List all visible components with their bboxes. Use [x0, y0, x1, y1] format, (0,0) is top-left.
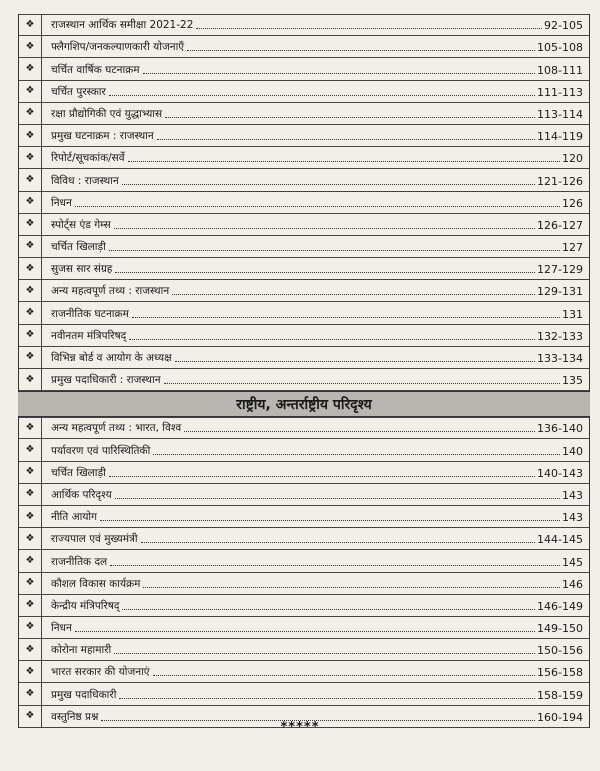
toc-entry [19, 683, 589, 705]
dotted-leader [157, 139, 535, 140]
toc-entry [19, 325, 589, 347]
diamond-bullet-icon: ❖ [25, 443, 35, 455]
toc-entry [19, 528, 589, 550]
entry-title: पर्यावरण एवं पारिस्थितिकी [51, 444, 151, 457]
toc-entry [19, 347, 589, 369]
dotted-leader [128, 161, 560, 162]
entry-title: विविध : राजस्थान [51, 174, 119, 187]
toc-entry [19, 639, 589, 661]
entry-title: वस्तुनिष्ठ प्रश्न [51, 710, 99, 723]
entry-pages: 127 [562, 241, 583, 255]
dotted-leader [143, 587, 560, 588]
dotted-leader [115, 498, 560, 499]
entry-title: रिपोर्ट/सूचकांक/सर्वे [51, 152, 125, 165]
entry-title: राजस्थान आर्थिक समीक्षा 2021-22 [51, 19, 194, 32]
toc-entry [19, 302, 589, 324]
dotted-leader [165, 117, 535, 118]
dotted-leader [187, 50, 535, 51]
dotted-leader [109, 476, 535, 477]
dotted-leader [196, 28, 542, 29]
dotted-leader [115, 272, 535, 273]
entry-pages: 113-114 [537, 107, 583, 121]
entry-title: निधन [51, 196, 72, 209]
entry-title: सुजस सार संग्रह [51, 263, 113, 276]
entry-title: नवीनतम मंत्रिपरिषद् [51, 329, 127, 342]
toc-entry [19, 550, 589, 572]
entry-title: चर्चित वार्षिक घटनाक्रम [51, 63, 140, 76]
diamond-bullet-icon: ❖ [25, 284, 35, 296]
diamond-bullet-icon: ❖ [25, 173, 35, 185]
toc-entry [19, 462, 589, 484]
entry-title: राजनीतिक दल [51, 555, 108, 568]
entry-title: अन्य महत्वपूर्ण तथ्य : राजस्थान [51, 285, 170, 298]
entry-title: आर्थिक परिदृश्य [51, 488, 112, 501]
diamond-bullet-icon: ❖ [25, 710, 35, 722]
entry-title: भारत सरकार की योजनाएं [51, 666, 150, 679]
dotted-leader [175, 361, 535, 362]
dotted-leader [119, 698, 535, 699]
entry-title: चर्चित खिलाड़ी [51, 466, 106, 479]
dotted-leader [184, 431, 535, 432]
entry-pages: 146 [562, 577, 583, 591]
dotted-leader [100, 520, 560, 521]
toc-entry [19, 617, 589, 639]
entry-pages: 150-156 [537, 644, 583, 658]
entry-pages: 132-133 [537, 329, 583, 343]
diamond-bullet-icon: ❖ [25, 422, 35, 434]
toc-section-rajasthan [18, 14, 590, 391]
toc-entry [19, 506, 589, 528]
entry-pages: 114-119 [537, 130, 583, 144]
diamond-bullet-icon: ❖ [25, 40, 35, 52]
entry-pages: 126 [562, 196, 583, 210]
entry-pages: 140 [562, 444, 583, 458]
toc-entry [19, 369, 589, 391]
toc-entry [19, 661, 589, 683]
dotted-leader [122, 609, 535, 610]
entry-pages: 136-140 [537, 422, 583, 436]
dotted-leader [164, 383, 560, 384]
entry-title: चर्चित पुरस्कार [51, 85, 106, 98]
entry-title: चर्चित खिलाड़ी [51, 241, 106, 254]
diamond-bullet-icon: ❖ [25, 665, 35, 677]
dotted-leader [143, 73, 536, 74]
entry-pages: 149-150 [537, 622, 583, 636]
toc-entry [19, 214, 589, 236]
diamond-bullet-icon: ❖ [25, 129, 35, 141]
entry-pages: 129-131 [537, 285, 583, 299]
toc-entry [19, 103, 589, 125]
toc-entry [19, 147, 589, 169]
entry-pages: 135 [562, 374, 583, 388]
diamond-bullet-icon: ❖ [25, 107, 35, 119]
diamond-bullet-icon: ❖ [25, 373, 35, 385]
entry-pages: 121-126 [537, 174, 583, 188]
entry-pages: 146-149 [537, 599, 583, 613]
diamond-bullet-icon: ❖ [25, 554, 35, 566]
entry-title: नीति आयोग [51, 511, 98, 524]
toc-entry [19, 484, 589, 506]
entry-title: कौशल विकास कार्यक्रम [51, 577, 141, 590]
entry-title: निधन [51, 622, 72, 635]
entry-title: रक्षा प्रौद्योगिकी एवं युद्धाभ्यास [51, 107, 163, 120]
toc-entry [19, 58, 589, 80]
dotted-leader [153, 454, 560, 455]
toc-entry [19, 125, 589, 147]
entry-title: राजनीतिक घटनाक्रम [51, 307, 129, 320]
entry-pages: 105-108 [537, 41, 583, 55]
diamond-bullet-icon: ❖ [25, 510, 35, 522]
entry-pages: 111-113 [537, 85, 583, 99]
diamond-bullet-icon: ❖ [25, 488, 35, 500]
toc-entry [19, 14, 589, 36]
entry-pages: 120 [562, 152, 583, 166]
entry-pages: 92-105 [544, 19, 583, 33]
diamond-bullet-icon: ❖ [25, 466, 35, 478]
diamond-bullet-icon: ❖ [25, 307, 35, 319]
dotted-leader [109, 250, 560, 251]
dotted-leader [75, 631, 535, 632]
dotted-leader [122, 184, 535, 185]
diamond-bullet-icon: ❖ [25, 151, 35, 163]
entry-title: फ्लैगशिप/जनकल्याणकारी योजनाएँ [51, 41, 185, 54]
entry-title: कोरोना महामारी [51, 644, 112, 657]
section-heading: राष्ट्रीय, अन्तर्राष्ट्रीय परिदृश्य [18, 391, 590, 417]
entry-pages: 140-143 [537, 466, 583, 480]
diamond-bullet-icon: ❖ [25, 688, 35, 700]
entry-title: प्रमुख घटनाक्रम : राजस्थान [51, 130, 154, 143]
diamond-bullet-icon: ❖ [25, 577, 35, 589]
toc-entry [19, 439, 589, 461]
toc-entry [19, 573, 589, 595]
entry-pages: 133-134 [537, 352, 583, 365]
dotted-leader [132, 317, 560, 318]
entry-pages: 127-129 [537, 263, 583, 277]
toc-entry [19, 169, 589, 191]
diamond-bullet-icon: ❖ [25, 329, 35, 341]
entry-title: राज्यपाल एवं मुख्यमंत्री [51, 533, 138, 546]
toc-entry [19, 81, 589, 103]
toc-entry [19, 417, 589, 439]
diamond-bullet-icon: ❖ [25, 19, 35, 31]
toc-page [18, 14, 590, 728]
dotted-leader [172, 294, 535, 295]
toc-entry [19, 258, 589, 280]
diamond-bullet-icon: ❖ [25, 262, 35, 274]
dotted-leader [153, 675, 535, 676]
diamond-bullet-icon: ❖ [25, 240, 35, 252]
dotted-leader [114, 228, 535, 229]
dotted-leader [75, 206, 560, 207]
end-ornament: ***** [280, 720, 320, 735]
diamond-bullet-icon: ❖ [25, 621, 35, 633]
diamond-bullet-icon: ❖ [25, 351, 35, 363]
diamond-bullet-icon: ❖ [25, 532, 35, 544]
toc-entry [19, 36, 589, 58]
diamond-bullet-icon: ❖ [25, 218, 35, 230]
entry-pages: 126-127 [537, 218, 583, 232]
entry-pages: 145 [562, 555, 583, 569]
dotted-leader [109, 95, 535, 96]
entry-pages: 144-145 [537, 533, 583, 547]
diamond-bullet-icon: ❖ [25, 62, 35, 74]
diamond-bullet-icon: ❖ [25, 85, 35, 97]
entry-title: स्पोर्ट्स एंड गेम्स [51, 218, 111, 231]
dotted-leader [129, 339, 535, 340]
entry-title: विभिन्न बोर्ड व आयोग के अध्यक्ष [51, 352, 172, 364]
entry-pages: 143 [562, 488, 583, 502]
entry-pages: 131 [562, 307, 583, 321]
entry-title: केन्द्रीय मंत्रिपरिषद् [51, 599, 120, 612]
dotted-leader [141, 542, 535, 543]
toc-section-national [18, 417, 590, 728]
entry-pages: 158-159 [537, 688, 583, 702]
entry-pages: 160-194 [537, 710, 583, 724]
dotted-leader [110, 565, 560, 566]
entry-pages: 143 [562, 511, 583, 525]
entry-title: अन्य महत्वपूर्ण तथ्य : भारत, विश्व [51, 422, 182, 435]
diamond-bullet-icon: ❖ [25, 599, 35, 611]
entry-title: प्रमुख पदाधिकारी [51, 688, 117, 701]
diamond-bullet-icon: ❖ [25, 196, 35, 208]
entry-pages: 108-111 [537, 63, 583, 77]
toc-entry [19, 236, 589, 258]
toc-entry [19, 595, 589, 617]
diamond-bullet-icon: ❖ [25, 643, 35, 655]
entry-title: प्रमुख पदाधिकारी : राजस्थान [51, 374, 161, 387]
toc-entry [19, 280, 589, 302]
dotted-leader [114, 653, 535, 654]
entry-pages: 156-158 [537, 666, 583, 680]
toc-entry [19, 192, 589, 214]
